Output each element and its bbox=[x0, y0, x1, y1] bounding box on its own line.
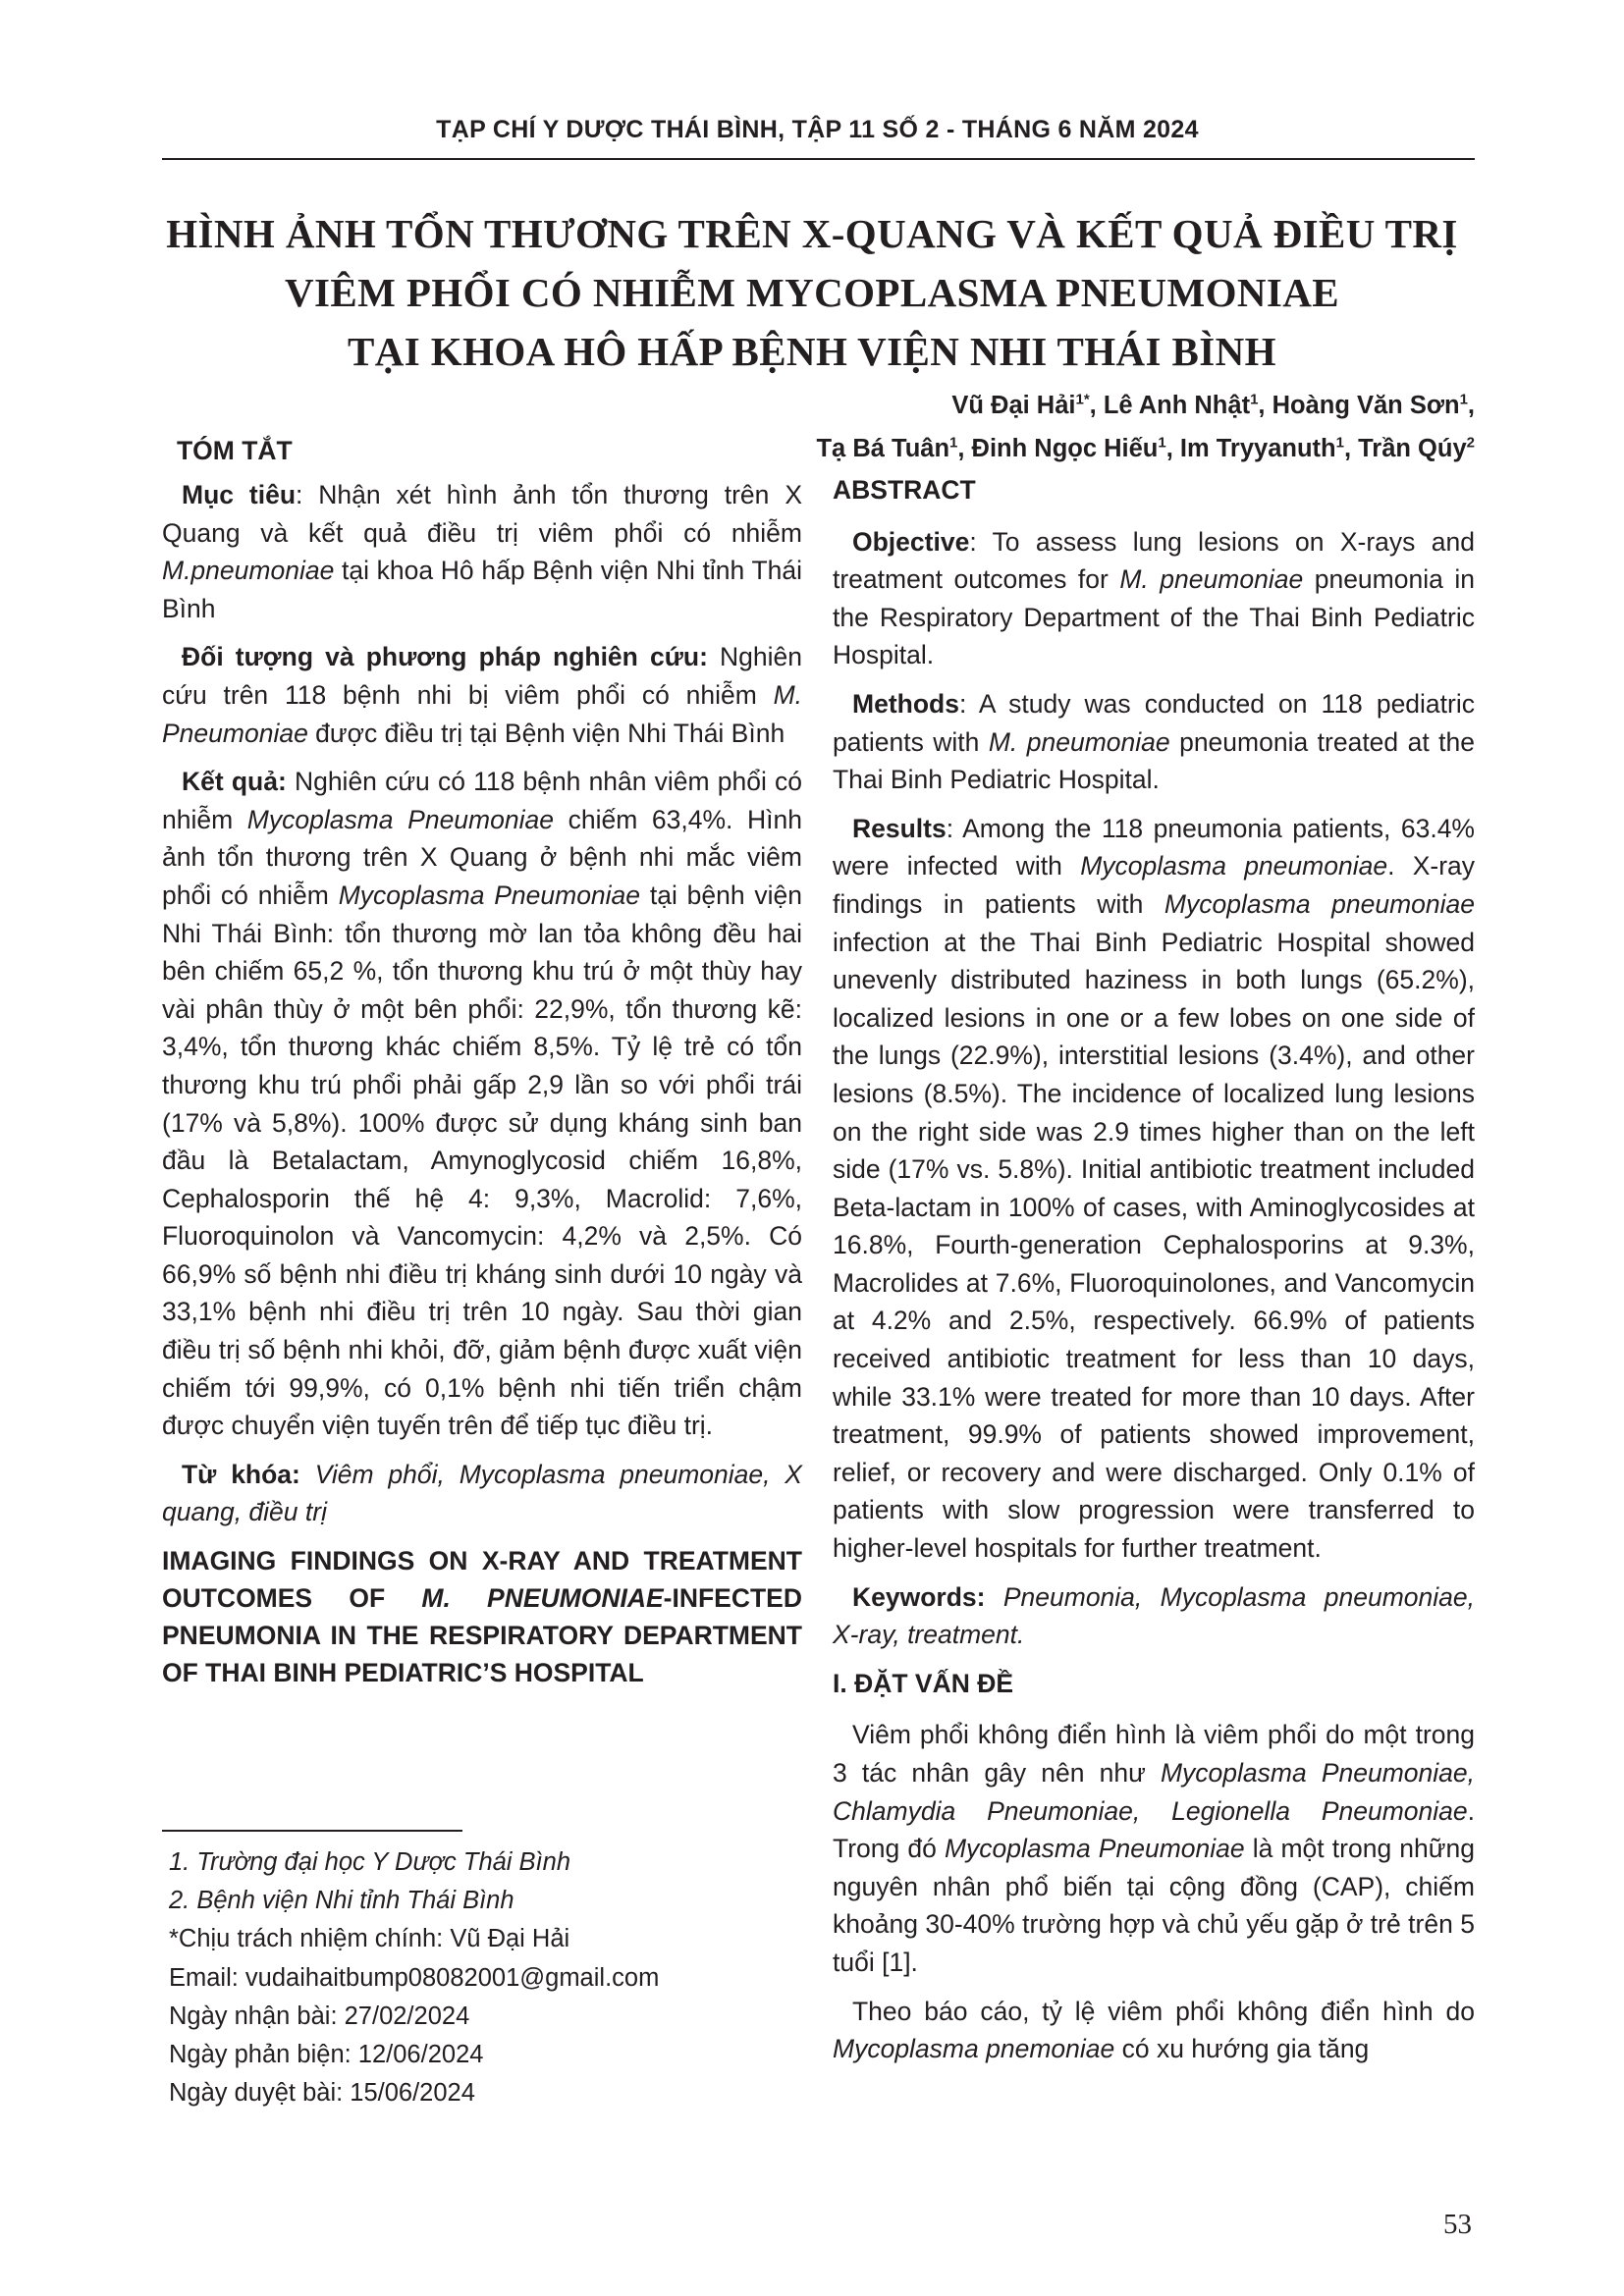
corresponding-author: *Chịu trách nhiệm chính: Vũ Đại Hải bbox=[169, 1925, 570, 1953]
title-line-2: VIÊM PHỔI CÓ NHIỄM MYCOPLASMA PNEUMONIAE bbox=[284, 270, 1339, 315]
intro-species: Mycoplasma Pneumoniae bbox=[944, 1834, 1245, 1864]
keywords-label: Keywords: bbox=[852, 1581, 986, 1612]
abstract-vi-objective bbox=[162, 476, 802, 627]
english-title-species: M. PNEUMONIAE bbox=[421, 1583, 664, 1614]
abstract-en-results bbox=[833, 810, 1475, 1568]
abstract-en-methods bbox=[833, 685, 1475, 799]
keywords-text: Pneumonia, Mycoplasma pneumoniae, X-ray, treatment. bbox=[833, 1581, 1475, 1650]
date-accepted: Ngày duyệt bài: 15/06/2024 bbox=[169, 2079, 475, 2108]
intro2-text-end: có xu hướng gia tăng bbox=[1114, 2034, 1370, 2064]
author-name: Im Tryyanuth bbox=[1179, 435, 1336, 462]
objective-text: : Nhận xét hình ảnh tổn thương trên X Quang và kết quả điều trị viêm phổi có nhiễm bbox=[162, 480, 802, 548]
author-affiliation: 1 bbox=[1250, 391, 1259, 408]
title-line-3: TẠI KHOA HÔ HẤP BỆNH VIỆN NHI THÁI BÌNH bbox=[348, 329, 1276, 374]
abstract-vi-methods bbox=[162, 638, 802, 752]
objective-text-end: pneumonia in the Respiratory Department of the Thai Binh Pediatric Hospital. bbox=[833, 564, 1475, 670]
results-text: : Among the 118 pneumonia patients, 63.4% were infected with bbox=[833, 813, 1475, 881]
author-list bbox=[816, 384, 1475, 470]
keywords-label: Từ khóa: bbox=[182, 1459, 300, 1489]
author-line-1: Vũ Đại Hải$^{1*}$, Lê Anh Nhật$^1$, Hoàng Văn Sơn$^1$, bbox=[951, 391, 1475, 419]
footnotes bbox=[169, 1843, 797, 2112]
page-number: 53 bbox=[1443, 2209, 1472, 2240]
intro-text-mid: . Trong đó bbox=[833, 1795, 1475, 1864]
results-label: Kết quả: bbox=[182, 767, 287, 797]
results-species-2: Mycoplasma pneumoniae bbox=[1164, 888, 1476, 919]
objective-species: M. pneumoniae bbox=[1119, 564, 1304, 595]
methods-label: Methods bbox=[852, 688, 959, 719]
author-line-2: Tạ Bá Tuân$^1$, Đinh Ngọc Hiếu$^1$, Im Tryyanuth$^1$, Trần Qúy$^2$ bbox=[816, 434, 1475, 462]
abstract-vi-keywords bbox=[162, 1456, 802, 1531]
email: Email: vudaihaitbump08082001@gmail.com bbox=[169, 1963, 660, 1992]
intro2-species: Mycoplasma pnemoniae bbox=[833, 2034, 1115, 2064]
results-text-end: infection at the Thai Binh Pediatric Hospital showed unevenly distributed haziness in both lungs (65.2%), localized lesions in one or a few lobes on one side of the lungs (22.9%), interstitial lesions (3.4%), and other lesions (8.5%). The incidence of localized lung lesions on the right side was 2.9 times higher than on the left side (17% vs. 5.8%). Initial antibiotic treatment included Beta-lactam in 100% of cases, with Aminoglycosides at 16.8%, Fourth-generation Cephalosporins at 9.3%, Macrolides at 7.6%, Fluoroquinolones, and Vancomycin at 4.2% and 2.5%, respectively. 66.9% of patients received antibiotic treatment for less than 10 days, while 33.1% were treated for more than 10 days. After treatment, 99.9% of patients showed improvement, relief, or recovery and were discharged. Only 0.1% of patients with slow progression were transferred to higher-level hospitals for further treatment. bbox=[833, 927, 1475, 1564]
author-affiliation: 1* bbox=[1075, 391, 1090, 408]
footnote-rule bbox=[162, 1830, 462, 1832]
methods-text: Nghiên cứu trên 118 bệnh nhi bị viêm phổi có nhiễm bbox=[162, 642, 803, 710]
results-text-end: tại bệnh viện Nhi Thái Bình: tổn thương mờ lan tỏa không đều hai bên chiếm 65,2 %, tổn thương khu trú ở một thùy hay vài phân thùy ở một bên phổi: 22,9%, tổn thương kẽ: 3,4%, tổn thương khác chiếm 8,5%. Tỷ lệ trẻ có tổn thương khu trú phổi phải gấp 2,9 lần so với phổi trái (17% và 5,8%). 100% được sử dụng kháng sinh ban đầu là Betalactam, Amynoglycosid chiếm 16,8%, Cephalosporin thế hệ 4: 9,3%, Macrolid: 7,6%, Fluoroquinolon và Vancomycin: 4,2% và 2,5%. Có 66,9% số bệnh nhi điều trị kháng sinh dưới 10 ngày và 33,1% bệnh nhi điều trị trên 10 ngày. Sau thời gian điều trị số bệnh nhi khỏi, đỡ, giảm bệnh được xuất viện chiếm tới 99,9%, có 0,1% bệnh nhi tiến triển chậm được chuyển viện tuyến trên để tiếp tục điều trị. bbox=[162, 880, 803, 1441]
intro2-text: Theo báo cáo, tỷ lệ viêm phổi không điển hình do bbox=[852, 1996, 1475, 2026]
abstract-vi-heading: TÓM TẮT bbox=[177, 436, 293, 465]
english-title bbox=[162, 1542, 802, 1691]
results-species: Mycoplasma Pneumoniae bbox=[246, 804, 554, 834]
methods-text: : A study was conducted on 118 pediatric patients with bbox=[833, 688, 1475, 757]
author-affiliation: 1 bbox=[949, 434, 958, 452]
methods-species: M. Pneumoniae bbox=[162, 679, 802, 748]
objective-label: Mục tiêu bbox=[182, 480, 297, 509]
intro-text-end: là một trong những nguyên nhân phổ biến tại cộng đồng (CAP), chiếm khoảng 30-40% trường hợp và chủ yếu gặp ở trẻ trên 5 tuổi [1]. bbox=[833, 1834, 1475, 1977]
objective-text: : To assess lung lesions on X-rays and treatment outcomes for bbox=[833, 526, 1475, 595]
abstract-en-heading: ABSTRACT bbox=[833, 475, 976, 505]
author-name: Trần Qúy bbox=[1358, 435, 1467, 462]
author-affiliation: 1 bbox=[1459, 391, 1468, 408]
results-label: Results bbox=[852, 813, 947, 843]
methods-text-end: pneumonia treated at the Thai Binh Pediatric Hospital. bbox=[833, 726, 1476, 795]
intro-text: Viêm phổi không điển hình là viêm phổi do một trong 3 tác nhân gây nên như bbox=[833, 1720, 1475, 1788]
article-title bbox=[147, 204, 1477, 381]
abstract-en-keywords bbox=[833, 1578, 1475, 1654]
author-affiliation: 1 bbox=[1158, 434, 1166, 452]
objective-species: M.pneumoniae bbox=[162, 556, 335, 586]
keywords-text: Viêm phổi, Mycoplasma pneumoniae, X quang, điều trị bbox=[162, 1459, 802, 1527]
author-name: Hoàng Văn Sơn bbox=[1272, 392, 1460, 419]
journal-header: TẠP CHÍ Y DƯỢC THÁI BÌNH, TẬP 11 SỐ 2 - THÁNG 6 NĂM 2024 bbox=[436, 116, 1199, 143]
methods-text-end: được điều trị tại Bệnh viện Nhi Thái Bình bbox=[307, 718, 785, 748]
results-text: Nghiên cứu có 118 bệnh nhân viêm phổi có nhiễm bbox=[162, 767, 803, 834]
introduction-paragraph-1 bbox=[833, 1716, 1475, 1981]
author-name: Đinh Ngọc Hiếu bbox=[971, 435, 1159, 462]
results-species: Mycoplasma pneumoniae bbox=[1080, 851, 1388, 881]
date-reviewed: Ngày phản biện: 12/06/2024 bbox=[169, 2041, 484, 2069]
objective-label: Objective bbox=[852, 526, 970, 557]
header-rule bbox=[162, 158, 1475, 160]
introduction-heading: I. ĐẶT VẤN ĐỀ bbox=[833, 1668, 1014, 1698]
left-column bbox=[162, 435, 802, 1702]
author-affiliation: 2 bbox=[1466, 434, 1475, 452]
results-species-2: Mycoplasma Pneumoniae bbox=[338, 880, 641, 910]
author-name: Vũ Đại Hải bbox=[951, 392, 1076, 419]
title-line-1: HÌNH ẢNH TỔN THƯƠNG TRÊN X-QUANG VÀ KẾT QUẢ ĐIỀU TRỊ bbox=[166, 211, 1458, 256]
results-text-mid: chiếm 63,4%. Hình ảnh tổn thương trên X Quang ở bệnh nhi mắc viêm phổi có nhiễm bbox=[162, 804, 802, 910]
english-title-text-end: -INFECTED PNEUMONIA IN THE RESPIRATORY DEPARTMENT OF THAI BINH PEDIATRIC’S HOSPITAL bbox=[162, 1583, 802, 1688]
methods-label: Đối tượng và phương pháp nghiên cứu: bbox=[182, 642, 708, 672]
abstract-vi-results bbox=[162, 763, 802, 1445]
methods-species: M. pneumoniae bbox=[988, 726, 1170, 757]
author-name: Lê Anh Nhật bbox=[1103, 392, 1251, 419]
affiliation-1: 1. Trường đại học Y Dược Thái Bình bbox=[169, 1848, 571, 1876]
english-title-text: IMAGING FINDINGS ON X-RAY AND TREATMENT OUTCOMES OF bbox=[162, 1546, 802, 1614]
results-text-mid: . X-ray findings in patients with bbox=[833, 851, 1476, 919]
date-received: Ngày nhận bài: 27/02/2024 bbox=[169, 2002, 470, 2030]
abstract-en-objective bbox=[833, 523, 1475, 674]
author-affiliation: 1 bbox=[1335, 434, 1344, 452]
affiliation-2: 2. Bệnh viện Nhi tỉnh Thái Bình bbox=[169, 1887, 514, 1915]
introduction-paragraph-2 bbox=[833, 1993, 1475, 2068]
intro-pathogens: Mycoplasma Pneumoniae, Chlamydia Pneumoniae, Legionella Pneumoniae bbox=[833, 1758, 1475, 1826]
objective-text-end: tại khoa Hô hấp Bệnh viện Nhi tỉnh Thái Bình bbox=[162, 556, 802, 623]
right-column bbox=[833, 471, 1475, 2079]
author-name: Tạ Bá Tuân bbox=[816, 435, 950, 462]
